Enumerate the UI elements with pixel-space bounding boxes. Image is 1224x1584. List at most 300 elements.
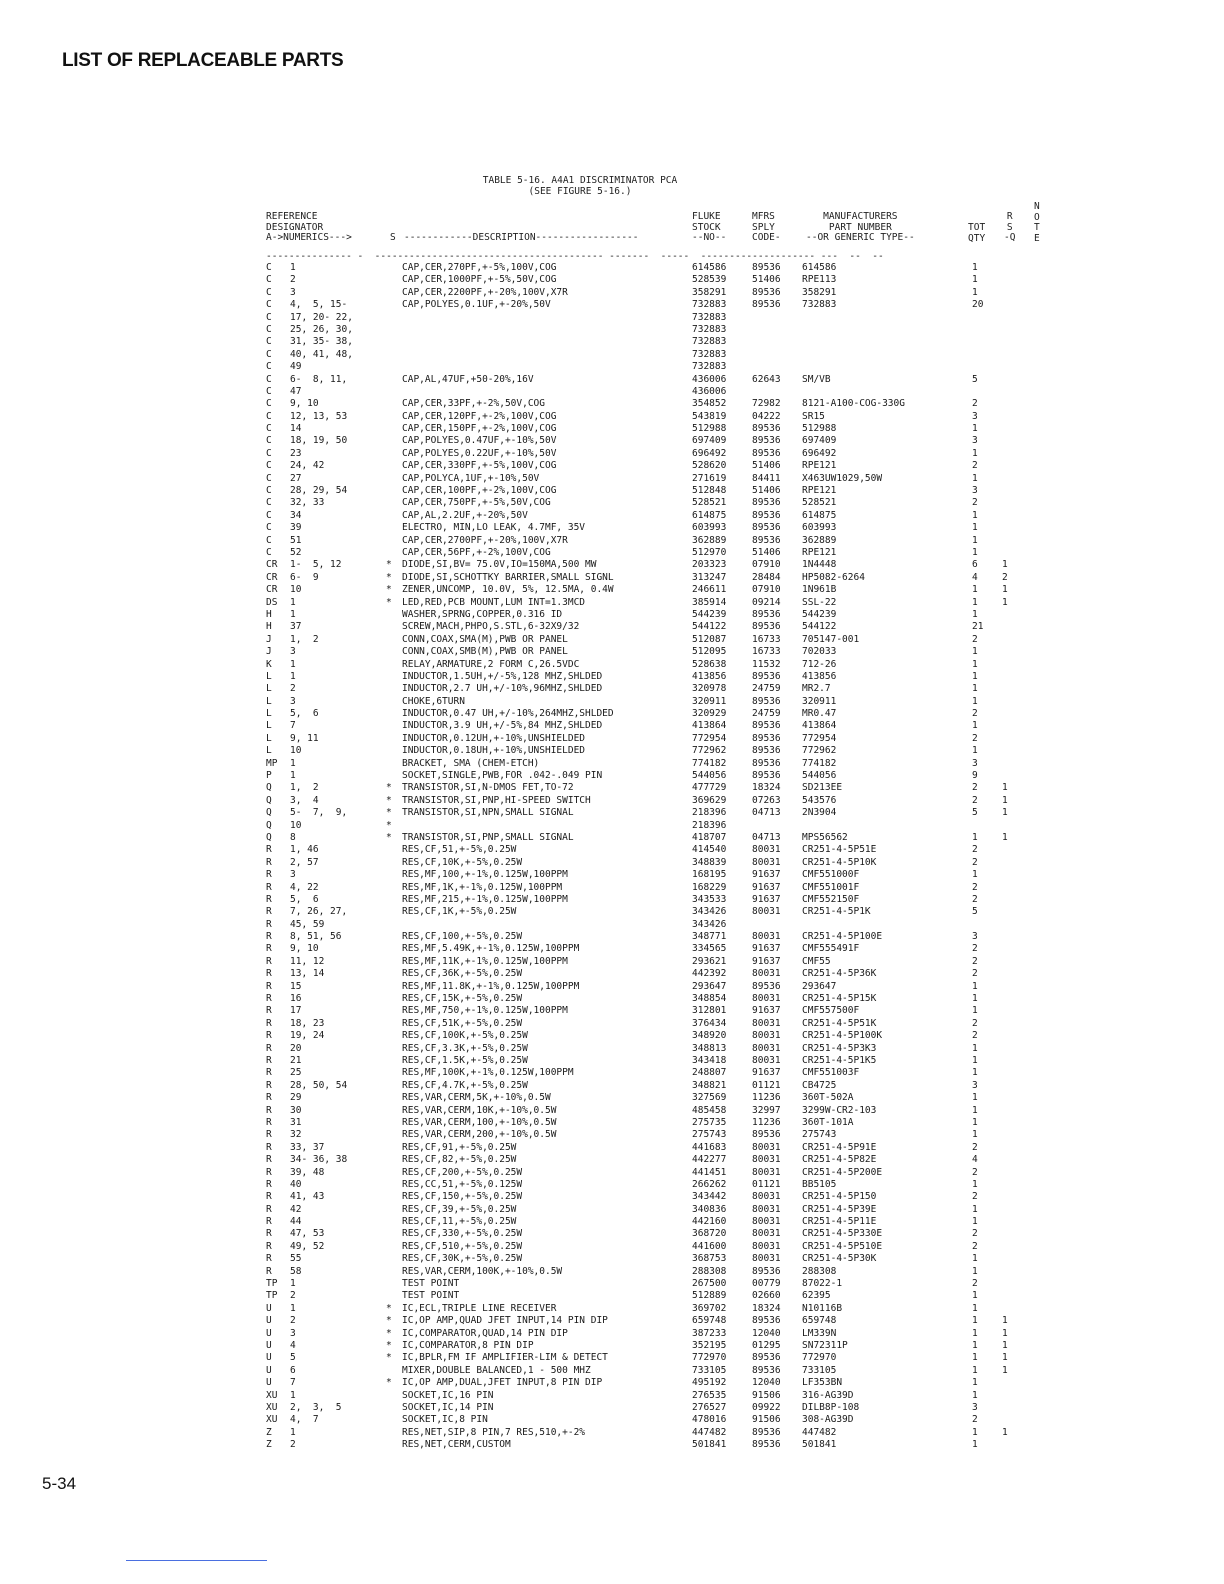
table-row <box>0 1179 1224 1191</box>
ref-letter: R <box>266 1265 272 1277</box>
s-flag: * <box>386 1377 392 1389</box>
fluke-stock-no: 697409 <box>692 435 727 447</box>
fluke-stock-no: 772954 <box>692 732 727 744</box>
ref-letter: U <box>266 1315 272 1327</box>
ref-letter: C <box>266 435 272 447</box>
ref-numbers: 27 <box>290 472 302 484</box>
ref-numbers: 5, 6 <box>290 708 319 720</box>
total-qty: 1 <box>972 1116 978 1128</box>
column-header-rsq: R S -Q <box>1004 211 1016 243</box>
mfr-supply-code: 91637 <box>752 1005 781 1017</box>
total-qty: 1 <box>972 596 978 608</box>
mfr-supply-code: 24759 <box>752 683 781 695</box>
description: RES,CF,15K,+-5%,0.25W <box>402 993 523 1005</box>
fluke-stock-no: 528521 <box>692 497 727 509</box>
mfr-part-number: N10116B <box>802 1302 843 1314</box>
ref-letter: R <box>266 1092 272 1104</box>
s-flag: * <box>386 1302 392 1314</box>
fluke-stock-no: 293621 <box>692 955 727 967</box>
ref-numbers: 58 <box>290 1265 302 1277</box>
mfr-supply-code: 51406 <box>752 485 781 497</box>
mfr-supply-code: 91637 <box>752 943 781 955</box>
table-row <box>0 597 1224 609</box>
mfr-part-number: 733105 <box>802 1364 837 1376</box>
fluke-stock-no: 512889 <box>692 1290 727 1302</box>
total-qty: 3 <box>972 435 978 447</box>
fluke-stock-no: 348854 <box>692 993 727 1005</box>
mfr-part-number: CR251-4-5P200E <box>802 1166 883 1178</box>
mfr-supply-code: 12040 <box>752 1377 781 1389</box>
description: RES,CF,10K,+-5%,0.25W <box>402 856 523 868</box>
table-row <box>0 336 1224 348</box>
mfr-supply-code: 18324 <box>752 1302 781 1314</box>
ref-letter: L <box>266 695 272 707</box>
mfr-supply-code: 09214 <box>752 596 781 608</box>
description: RES,CF,510,+-5%,0.25W <box>402 1240 523 1252</box>
total-qty: 2 <box>972 398 978 410</box>
ref-letter: H <box>266 608 272 620</box>
description: RES,CF,1K,+-5%,0.25W <box>402 906 517 918</box>
ref-numbers: 10 <box>290 819 302 831</box>
table-row <box>0 1228 1224 1240</box>
s-flag: * <box>386 1339 392 1351</box>
total-qty: 1 <box>972 1315 978 1327</box>
ref-letter: C <box>266 385 272 397</box>
total-qty: 1 <box>972 658 978 670</box>
mfr-part-number: CR251-4-5P100K <box>802 1030 883 1042</box>
total-qty: 2 <box>972 460 978 472</box>
mfr-supply-code: 89536 <box>752 1426 781 1438</box>
ref-letter: H <box>266 621 272 633</box>
table-row <box>0 981 1224 993</box>
table-row <box>0 1278 1224 1290</box>
fluke-stock-no: 168195 <box>692 869 727 881</box>
table-row <box>0 696 1224 708</box>
fluke-stock-no: 414540 <box>692 844 727 856</box>
column-header-description: ------------DESCRIPTION------------------ <box>404 232 639 243</box>
description: RES,CC,51,+-5%,0.125W <box>402 1178 523 1190</box>
description: RES,VAR,CERM,100K,+-10%,0.5W <box>402 1265 563 1277</box>
ref-letter: C <box>266 373 272 385</box>
table-row <box>0 1055 1224 1067</box>
mfr-supply-code: 07910 <box>752 584 781 596</box>
fluke-stock-no: 266262 <box>692 1178 727 1190</box>
mfr-part-number: 316-AG39D <box>802 1389 854 1401</box>
ref-letter: J <box>266 633 272 645</box>
table-row <box>0 1377 1224 1389</box>
fluke-stock-no: 512848 <box>692 485 727 497</box>
table-row <box>0 609 1224 621</box>
description: IC,BPLR,FM IF AMPLIFIER-LIM & DETECT <box>402 1352 608 1364</box>
total-qty: 5 <box>972 906 978 918</box>
table-row <box>0 1427 1224 1439</box>
ref-letter: MP <box>266 757 278 769</box>
column-header-s: S <box>390 232 396 243</box>
mfr-supply-code: 89536 <box>752 522 781 534</box>
ref-letter: C <box>266 348 272 360</box>
column-header-tot-qty: TOT QTY <box>968 222 986 244</box>
ref-numbers: 51 <box>290 534 302 546</box>
description: MIXER,DOUBLE BALANCED,1 - 500 MHZ <box>402 1364 591 1376</box>
description: RES,CF,91,+-5%,0.25W <box>402 1141 517 1153</box>
mfr-part-number: 614586 <box>802 262 837 273</box>
ref-letter: R <box>266 1141 272 1153</box>
description: CAP,CER,750PF,+-5%,50V,COG <box>402 497 551 509</box>
fluke-stock-no: 246611 <box>692 584 727 596</box>
mfr-supply-code: 51406 <box>752 460 781 472</box>
mfr-part-number: 614875 <box>802 509 837 521</box>
fluke-stock-no: 275735 <box>692 1116 727 1128</box>
table-row <box>0 274 1224 286</box>
ref-numbers: 19, 24 <box>290 1030 325 1042</box>
table-row <box>0 832 1224 844</box>
mfr-supply-code: 80031 <box>752 931 781 943</box>
fluke-stock-no: 441600 <box>692 1240 727 1252</box>
total-qty: 1 <box>972 262 978 273</box>
description: RES,CF,11,+-5%,0.25W <box>402 1216 517 1228</box>
fluke-stock-no: 369629 <box>692 794 727 806</box>
fluke-stock-no: 603993 <box>692 522 727 534</box>
mfr-supply-code: 00779 <box>752 1278 781 1290</box>
ref-numbers: 3, 4 <box>290 794 319 806</box>
total-qty: 1 <box>972 1389 978 1401</box>
fluke-stock-no: 543819 <box>692 410 727 422</box>
ref-letter: R <box>266 1104 272 1116</box>
table-row <box>0 1303 1224 1315</box>
ref-letter: L <box>266 720 272 732</box>
ref-letter: R <box>266 1228 272 1240</box>
ref-letter: R <box>266 980 272 992</box>
fluke-stock-no: 343426 <box>692 918 727 930</box>
ref-letter: R <box>266 906 272 918</box>
mfr-part-number: CR251-4-5P10K <box>802 856 877 868</box>
description: CAP,CER,2700PF,+-20%,100V,X7R <box>402 534 568 546</box>
fluke-stock-no: 495192 <box>692 1377 727 1389</box>
total-qty: 2 <box>972 1191 978 1203</box>
ref-numbers: 4, 22 <box>290 881 319 893</box>
mfr-supply-code: 11236 <box>752 1092 781 1104</box>
ref-letter: Z <box>266 1426 272 1438</box>
mfr-supply-code: 04713 <box>752 831 781 843</box>
description: TRANSISTOR,SI,PNP,HI-SPEED SWITCH <box>402 794 591 806</box>
rsq: 1 <box>1002 1352 1008 1364</box>
total-qty: 1 <box>972 1364 978 1376</box>
mfr-supply-code: 89536 <box>752 732 781 744</box>
fluke-stock-no: 352195 <box>692 1339 727 1351</box>
total-qty: 1 <box>972 423 978 435</box>
mfr-part-number: 544239 <box>802 608 837 620</box>
table-title-line2: (SEE FIGURE 5-16.) <box>528 185 632 197</box>
total-qty: 3 <box>972 485 978 497</box>
rsq: 1 <box>1002 1327 1008 1339</box>
total-qty: 1 <box>972 1352 978 1364</box>
table-row <box>0 1067 1224 1079</box>
ref-letter: C <box>266 286 272 298</box>
description: RES,CF,200,+-5%,0.25W <box>402 1166 523 1178</box>
table-row <box>0 1005 1224 1017</box>
ref-letter: R <box>266 1203 272 1215</box>
mfr-part-number: CMF551000F <box>802 869 860 881</box>
fluke-stock-no: 442392 <box>692 968 727 980</box>
ref-numbers: 8 <box>290 831 296 843</box>
mfr-part-number: CR251-4-5P36K <box>802 968 877 980</box>
ref-numbers: 6- 8, 11, <box>290 373 348 385</box>
table-row <box>0 262 1224 274</box>
mfr-part-number: CR251-4-5P3K3 <box>802 1042 877 1054</box>
table-row <box>0 919 1224 931</box>
ref-numbers: 11, 12 <box>290 955 325 967</box>
table-row <box>0 1167 1224 1179</box>
mfr-supply-code: 80031 <box>752 1191 781 1203</box>
mfr-part-number: CR251-4-5P1K5 <box>802 1055 877 1066</box>
ref-letter: U <box>266 1327 272 1339</box>
mfr-supply-code: 80031 <box>752 856 781 868</box>
total-qty: 2 <box>972 782 978 794</box>
fluke-stock-no: 343442 <box>692 1191 727 1203</box>
fluke-stock-no: 512095 <box>692 646 727 658</box>
total-qty: 2 <box>972 1240 978 1252</box>
total-qty: 2 <box>972 955 978 967</box>
mfr-part-number: 320911 <box>802 695 837 707</box>
ref-numbers: 1 <box>290 1278 296 1290</box>
table-row <box>0 857 1224 869</box>
ref-numbers: 20 <box>290 1042 302 1054</box>
table-row <box>0 1030 1224 1042</box>
mfr-part-number: CR251-4-5P30K <box>802 1253 877 1265</box>
mfr-part-number: 447482 <box>802 1426 837 1438</box>
mfr-supply-code: 51406 <box>752 546 781 558</box>
rsq: 1 <box>1002 596 1008 608</box>
description: RES,MF,5.49K,+-1%,0.125W,100PPM <box>402 943 580 955</box>
table-row <box>0 894 1224 906</box>
total-qty: 1 <box>972 1253 978 1265</box>
ref-letter: R <box>266 918 272 930</box>
ref-numbers: 4 <box>290 1339 296 1351</box>
ref-letter: C <box>266 423 272 435</box>
ref-letter: C <box>266 472 272 484</box>
ref-numbers: 37 <box>290 621 302 633</box>
page-header-title: LIST OF REPLACEABLE PARTS <box>62 50 344 71</box>
table-row <box>0 1080 1224 1092</box>
table-row <box>0 1191 1224 1203</box>
rsq: 1 <box>1002 1315 1008 1327</box>
s-flag: * <box>386 819 392 831</box>
description: RES,VAR,CERM,100,+-10%,0.5W <box>402 1116 557 1128</box>
description: INDUCTOR,0.18UH,+-10%,UNSHIELDED <box>402 745 586 757</box>
mfr-supply-code: 91637 <box>752 1067 781 1079</box>
mfr-part-number: 772962 <box>802 745 837 757</box>
total-qty: 4 <box>972 1154 978 1166</box>
description: TEST POINT <box>402 1278 460 1290</box>
mfr-supply-code: 91637 <box>752 869 781 881</box>
mfr-supply-code: 89536 <box>752 509 781 521</box>
mfr-part-number: DILB8P-108 <box>802 1401 860 1413</box>
description: RES,CF,4.7K,+-5%,0.25W <box>402 1079 528 1091</box>
mfr-supply-code: 62643 <box>752 373 781 385</box>
total-qty: 5 <box>972 373 978 385</box>
mfr-supply-code: 80031 <box>752 1253 781 1265</box>
table-row <box>0 708 1224 720</box>
ref-numbers: 1, 2 <box>290 782 319 794</box>
ref-numbers: 32, 33 <box>290 497 325 509</box>
mfr-supply-code: 89536 <box>752 608 781 620</box>
fluke-stock-no: 413864 <box>692 720 727 732</box>
description: RES,MF,100,+-1%,0.125W,100PPM <box>402 869 568 881</box>
ref-numbers: 12, 13, 53 <box>290 410 348 422</box>
table-row <box>0 683 1224 695</box>
mfr-supply-code: 11532 <box>752 658 781 670</box>
ref-numbers: 44 <box>290 1216 302 1228</box>
ref-numbers: 4, 7 <box>290 1414 319 1426</box>
mfr-supply-code: 89536 <box>752 299 781 311</box>
table-row <box>0 844 1224 856</box>
table-row <box>0 497 1224 509</box>
table-row <box>0 1043 1224 1055</box>
fluke-stock-no: 418707 <box>692 831 727 843</box>
table-row <box>0 1315 1224 1327</box>
description: CAP,CER,150PF,+-2%,100V,COG <box>402 423 557 435</box>
mfr-part-number: MR2.7 <box>802 683 831 695</box>
description: RES,NET,SIP,8 PIN,7 RES,510,+-2% <box>402 1426 586 1438</box>
s-flag: * <box>386 1327 392 1339</box>
ref-numbers: 24, 42 <box>290 460 325 472</box>
fluke-stock-no: 313247 <box>692 571 727 583</box>
fluke-stock-no: 774182 <box>692 757 727 769</box>
fluke-stock-no: 772962 <box>692 745 727 757</box>
description: CAP,CER,1000PF,+-5%,50V,COG <box>402 274 557 286</box>
table-row <box>0 745 1224 757</box>
ref-letter: R <box>266 1240 272 1252</box>
mfr-part-number: 1N4448 <box>802 559 837 571</box>
ref-numbers: 17 <box>290 1005 302 1017</box>
ref-numbers: 3 <box>290 1327 296 1339</box>
fluke-stock-no: 485458 <box>692 1104 727 1116</box>
description: RES,CF,150,+-5%,0.25W <box>402 1191 523 1203</box>
mfr-supply-code: 89536 <box>752 1352 781 1364</box>
ref-letter: R <box>266 931 272 943</box>
description: RES,VAR,CERM,200,+-10%,0.5W <box>402 1129 557 1141</box>
description: RES,CF,100,+-5%,0.25W <box>402 931 523 943</box>
ref-numbers: 4, 5, 15- <box>290 299 348 311</box>
ref-letter: L <box>266 745 272 757</box>
mfr-part-number: CR251-4-5P91E <box>802 1141 877 1153</box>
mfr-part-number: CR251-4-5P51K <box>802 1017 877 1029</box>
table-row <box>0 634 1224 646</box>
fluke-stock-no: 512988 <box>692 423 727 435</box>
total-qty: 2 <box>972 708 978 720</box>
table-row <box>0 782 1224 794</box>
mfr-part-number: 362889 <box>802 534 837 546</box>
table-row <box>0 1390 1224 1402</box>
fluke-stock-no: 203323 <box>692 559 727 571</box>
ref-numbers: 1 <box>290 596 296 608</box>
table-row <box>0 968 1224 980</box>
mfr-part-number: SSL-22 <box>802 596 837 608</box>
total-qty: 1 <box>972 670 978 682</box>
ref-letter: L <box>266 708 272 720</box>
mfr-supply-code: 80031 <box>752 1203 781 1215</box>
mfr-part-number: 87022-1 <box>802 1278 843 1290</box>
mfr-part-number: RPE121 <box>802 546 837 558</box>
description: RES,MF,11K,+-1%,0.125W,100PPM <box>402 955 568 967</box>
mfr-supply-code: 89536 <box>752 980 781 992</box>
ref-numbers: 7, 26, 27, <box>290 906 348 918</box>
ref-numbers: 5, 6 <box>290 893 319 905</box>
ref-letter: CR <box>266 584 278 596</box>
mfr-supply-code: 24759 <box>752 708 781 720</box>
fluke-stock-no: 348771 <box>692 931 727 943</box>
fluke-stock-no: 334565 <box>692 943 727 955</box>
total-qty: 1 <box>972 695 978 707</box>
mfr-supply-code: 28484 <box>752 571 781 583</box>
fluke-stock-no: 512970 <box>692 546 727 558</box>
table-row <box>0 1204 1224 1216</box>
mfr-part-number: CMF552150F <box>802 893 860 905</box>
s-flag: * <box>386 596 392 608</box>
total-qty: 2 <box>972 943 978 955</box>
description: CAP,CER,56PF,+-2%,100V,COG <box>402 546 551 558</box>
total-qty: 21 <box>972 621 984 633</box>
ref-numbers: 5 <box>290 1352 296 1364</box>
table-row <box>0 398 1224 410</box>
description: RES,CF,330,+-5%,0.25W <box>402 1228 523 1240</box>
total-qty: 1 <box>972 447 978 459</box>
table-row <box>0 1105 1224 1117</box>
mfr-supply-code: 80031 <box>752 1228 781 1240</box>
fluke-stock-no: 218396 <box>692 819 727 831</box>
mfr-part-number: CR251-4-5P330E <box>802 1228 883 1240</box>
ref-letter: R <box>266 1005 272 1017</box>
mfr-supply-code: 91637 <box>752 893 781 905</box>
ref-numbers: 25 <box>290 1067 302 1079</box>
ref-numbers: 29 <box>290 1092 302 1104</box>
ref-numbers: 39 <box>290 522 302 534</box>
mfr-supply-code: 16733 <box>752 646 781 658</box>
description: DIODE,SI,BV= 75.0V,IO=150MA,500 MW <box>402 559 597 571</box>
mfr-part-number: 697409 <box>802 435 837 447</box>
fluke-stock-no: 293647 <box>692 980 727 992</box>
fluke-stock-no: 477729 <box>692 782 727 794</box>
mfr-part-number: 288308 <box>802 1265 837 1277</box>
total-qty: 2 <box>972 633 978 645</box>
mfr-supply-code: 11236 <box>752 1116 781 1128</box>
mfr-part-number: CR251-4-5P150 <box>802 1191 877 1203</box>
ref-letter: C <box>266 323 272 335</box>
ref-numbers: 30 <box>290 1104 302 1116</box>
fluke-stock-no: 442160 <box>692 1216 727 1228</box>
ref-letter: XU <box>266 1389 278 1401</box>
table-row <box>0 659 1224 671</box>
rsq: 1 <box>1002 782 1008 794</box>
fluke-stock-no: 441683 <box>692 1141 727 1153</box>
total-qty: 2 <box>972 1414 978 1426</box>
fluke-stock-no: 696492 <box>692 447 727 459</box>
mfr-supply-code: 89536 <box>752 262 781 273</box>
mfr-part-number: 544056 <box>802 770 837 782</box>
mfr-part-number: 603993 <box>802 522 837 534</box>
description: SOCKET,IC,16 PIN <box>402 1389 494 1401</box>
table-title-line1: TABLE 5-16. A4A1 DISCRIMINATOR PCA <box>482 175 678 186</box>
mfr-part-number: 360T-101A <box>802 1116 854 1128</box>
description: TRANSISTOR,SI,N-DMOS FET,TO-72 <box>402 782 574 794</box>
table-row <box>0 374 1224 386</box>
mfr-part-number: CMF551001F <box>802 881 860 893</box>
ref-numbers: 6 <box>290 1364 296 1376</box>
description: CAP,POLYCA,1UF,+-10%,50V <box>402 472 540 484</box>
table-row <box>0 572 1224 584</box>
rsq: 1 <box>1002 559 1008 571</box>
mfr-supply-code: 89536 <box>752 435 781 447</box>
